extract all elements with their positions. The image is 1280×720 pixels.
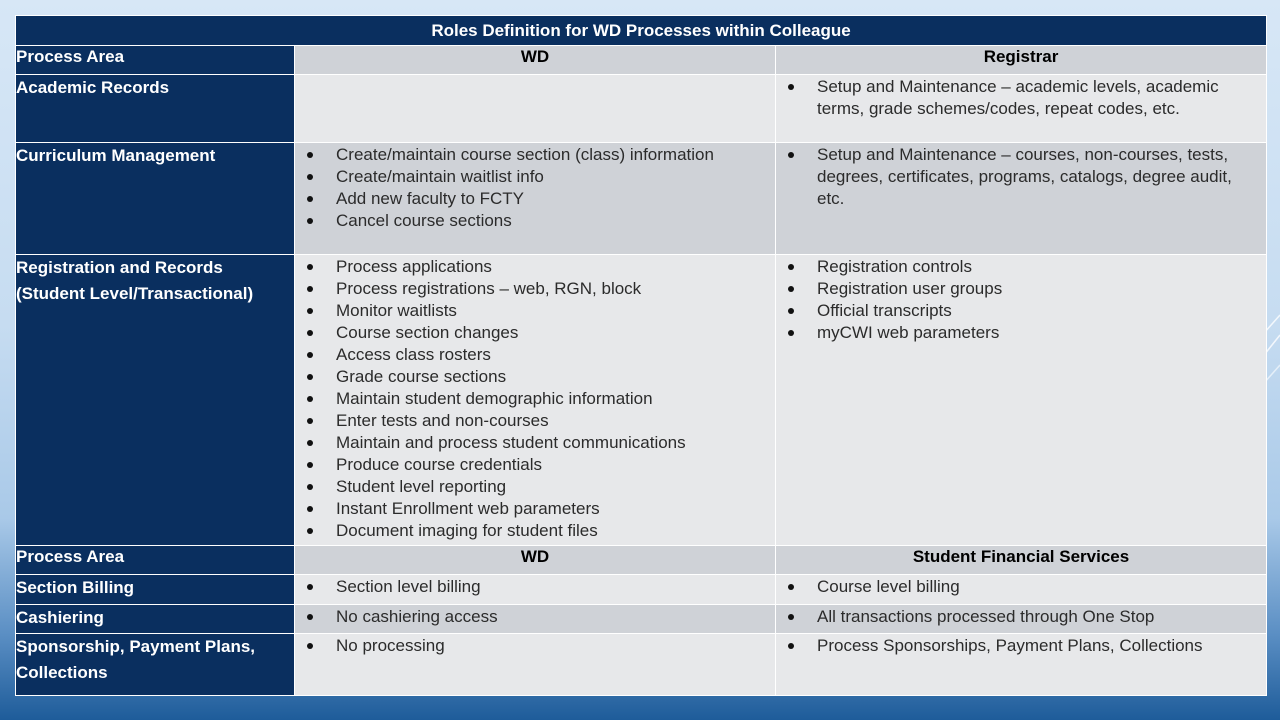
wd-list [295, 605, 775, 628]
section2-header-row [16, 546, 1267, 575]
wd-list [295, 634, 775, 657]
list-item: myCWI web parameters [782, 322, 1258, 344]
wd-list [295, 255, 775, 542]
sfs-list [776, 575, 1266, 598]
list-item: Maintain student demographic information [301, 388, 767, 410]
wd-cell [295, 255, 776, 546]
list-item: Registration controls [782, 256, 1258, 278]
list-item: Enter tests and non-courses [301, 410, 767, 432]
list-item: Student level reporting [301, 476, 767, 498]
wd-cell [295, 605, 776, 634]
row-label: Section Billing [16, 575, 295, 605]
list-item: Registration user groups [782, 278, 1258, 300]
list-item: No processing [301, 635, 767, 657]
header-registrar: Registrar [776, 46, 1267, 75]
wd-list [295, 143, 775, 232]
list-item: Document imaging for student files [301, 520, 767, 542]
list-item: Access class rosters [301, 344, 767, 366]
list-item: Course section changes [301, 322, 767, 344]
registrar-list [776, 255, 1266, 344]
section1-header-row [16, 46, 1267, 75]
list-item: All transactions processed through One Stop [782, 606, 1258, 628]
wd-cell [295, 634, 776, 696]
sfs-list [776, 634, 1266, 657]
list-item: Official transcripts [782, 300, 1258, 322]
header-process-area: Process Area [16, 46, 295, 75]
row-label: Cashiering [16, 605, 295, 634]
header-wd: WD [295, 46, 776, 75]
row-academic-records [16, 75, 1267, 143]
list-item: Maintain and process student communications [301, 432, 767, 454]
row-sponsorship [16, 634, 1267, 696]
sfs-cell [776, 575, 1267, 605]
list-item: Create/maintain waitlist info [301, 166, 767, 188]
list-item: No cashiering access [301, 606, 767, 628]
sfs-cell [776, 605, 1267, 634]
list-item: Create/maintain course section (class) information [301, 144, 767, 166]
list-item: Produce course credentials [301, 454, 767, 476]
wd-cell [295, 575, 776, 605]
list-item: Process applications [301, 256, 767, 278]
roles-table [15, 15, 1267, 696]
list-item: Process Sponsorships, Payment Plans, Collections [782, 635, 1258, 657]
list-item: Setup and Maintenance – courses, non-courses, tests, degrees, certificates, programs, catalogs, degree audit, etc. [782, 144, 1258, 210]
header-wd: WD [295, 546, 776, 575]
header-process-area: Process Area [16, 546, 295, 575]
table-title: Roles Definition for WD Processes within Colleague [16, 16, 1267, 46]
sfs-list [776, 605, 1266, 628]
title-row [16, 16, 1267, 46]
wd-list [295, 575, 775, 598]
registrar-list [776, 143, 1266, 210]
row-cashiering [16, 605, 1267, 634]
list-item: Add new faculty to FCTY [301, 188, 767, 210]
row-label: Sponsorship, Payment Plans, Collections [16, 634, 295, 696]
sfs-cell [776, 634, 1267, 696]
list-item: Section level billing [301, 576, 767, 598]
wd-cell [295, 143, 776, 255]
row-label: Academic Records [16, 75, 295, 143]
wd-cell [295, 75, 776, 143]
registrar-cell [776, 255, 1267, 546]
list-item: Grade course sections [301, 366, 767, 388]
list-item: Course level billing [782, 576, 1258, 598]
row-section-billing [16, 575, 1267, 605]
registrar-list [776, 75, 1266, 120]
row-curriculum-management [16, 143, 1267, 255]
row-label: Registration and Records (Student Level/Transactional) [16, 255, 295, 546]
list-item: Instant Enrollment web parameters [301, 498, 767, 520]
registrar-cell [776, 75, 1267, 143]
list-item: Monitor waitlists [301, 300, 767, 322]
row-label: Curriculum Management [16, 143, 295, 255]
list-item: Process registrations – web, RGN, block [301, 278, 767, 300]
list-item: Setup and Maintenance – academic levels, academic terms, grade schemes/codes, repeat codes, etc. [782, 76, 1258, 120]
list-item: Cancel course sections [301, 210, 767, 232]
row-registration-records [16, 255, 1267, 546]
registrar-cell [776, 143, 1267, 255]
header-student-financial-services: Student Financial Services [776, 546, 1267, 575]
